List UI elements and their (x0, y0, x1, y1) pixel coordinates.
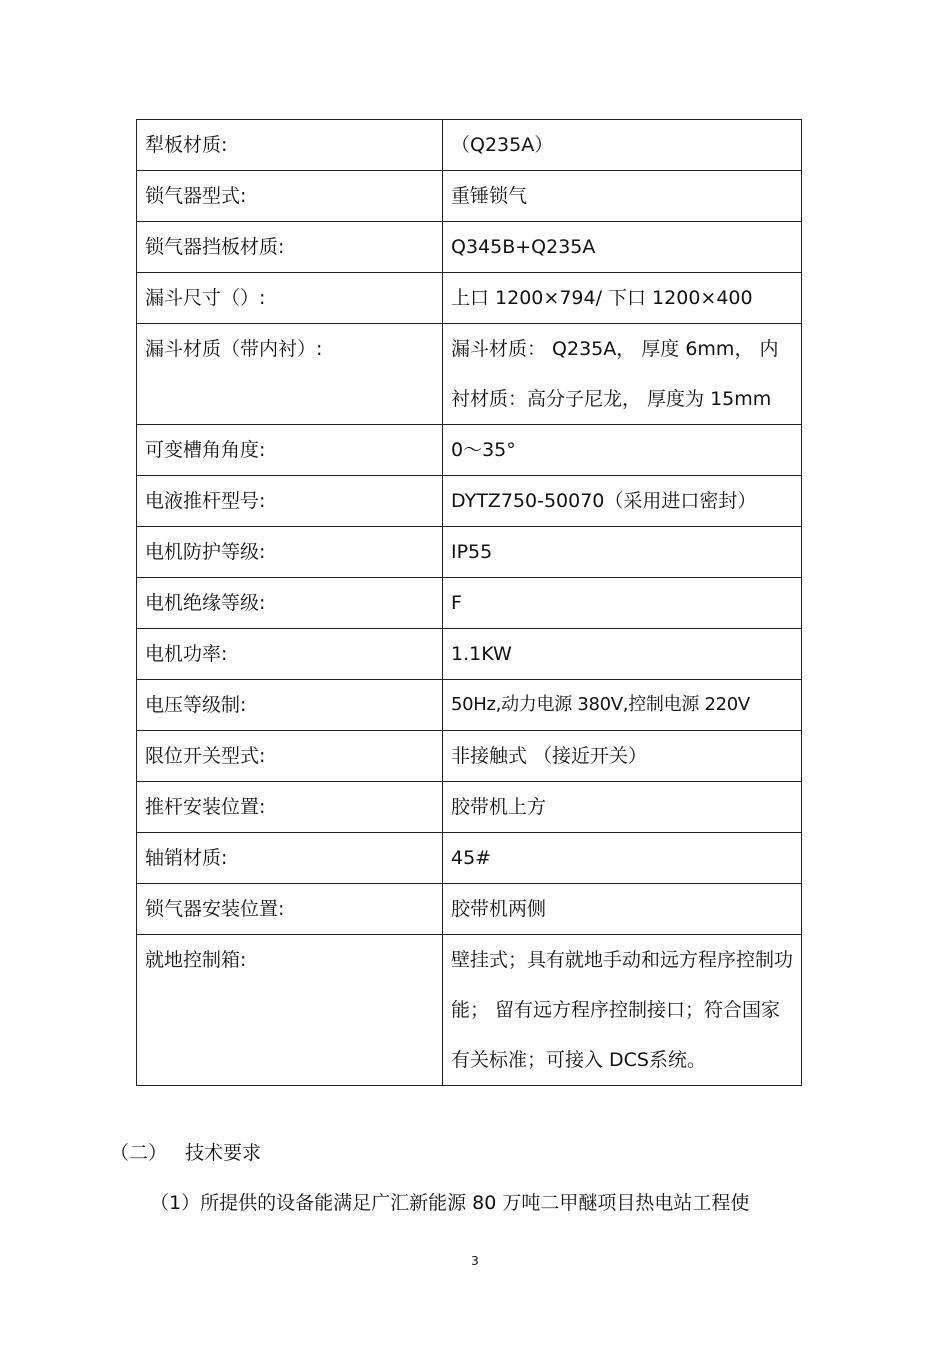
section-heading: （二） 技术要求 (110, 1142, 262, 1164)
row-value: Q345B+Q235A (443, 222, 802, 273)
row-value: IP55 (443, 527, 802, 578)
row-value: 上口 1200×794/ 下口 1200×400 (443, 273, 802, 324)
row-label: 轴销材质: (137, 833, 443, 884)
row-label: 锁气器挡板材质: (137, 222, 443, 273)
row-label: 就地控制箱: (137, 935, 443, 1086)
row-label: 电压等级制: (137, 680, 443, 731)
row-label: 推杆安装位置: (137, 782, 443, 833)
row-label: 锁气器安装位置: (137, 884, 443, 935)
row-value: 1.1KW (443, 629, 802, 680)
row-label: 限位开关型式: (137, 731, 443, 782)
row-label: 电液推杆型号: (137, 476, 443, 527)
table-row (137, 120, 802, 171)
row-label: 犁板材质: (137, 120, 443, 171)
table-row (137, 782, 802, 833)
table-row (137, 833, 802, 884)
table-row (137, 629, 802, 680)
row-value: （Q235A） (443, 120, 802, 171)
row-label: 电机绝缘等级: (137, 578, 443, 629)
table-row (137, 324, 802, 425)
table-row (137, 578, 802, 629)
table-row (137, 222, 802, 273)
row-value: 0～35° (443, 425, 802, 476)
table-row (137, 884, 802, 935)
row-value: 漏斗材质： Q235A， 厚度 6mm， 内衬材质：高分子尼龙， 厚度为 15mm (443, 324, 802, 425)
table-row (137, 731, 802, 782)
body-paragraph: （1）所提供的设备能满足广汇新能源 80 万吨二甲醚项目热电站工程使 (150, 1192, 750, 1214)
row-value: DYTZ750-50070（采用进口密封） (443, 476, 802, 527)
table-row (137, 527, 802, 578)
row-label: 电机功率: (137, 629, 443, 680)
row-value: 45# (443, 833, 802, 884)
row-value: 胶带机上方 (443, 782, 802, 833)
row-value: 非接触式 （接近开关） (443, 731, 802, 782)
row-value: F (443, 578, 802, 629)
table-row (137, 171, 802, 222)
row-value: 胶带机两侧 (443, 884, 802, 935)
row-label: 漏斗尺寸（）: (137, 273, 443, 324)
row-label: 锁气器型式: (137, 171, 443, 222)
row-label: 可变槽角角度: (137, 425, 443, 476)
row-value: 50Hz,动力电源 380V,控制电源 220V (443, 680, 802, 731)
row-value: 壁挂式；具有就地手动和远方程序控制功能； 留有远方程序控制接口；符合国家有关标准；可接入 DCS系统。 (443, 935, 802, 1086)
page-number: 3 (471, 1254, 479, 1268)
table-row (137, 680, 802, 731)
spec-table (136, 119, 802, 1086)
table-row (137, 425, 802, 476)
row-label: 漏斗材质（带内衬）: (137, 324, 443, 425)
row-label: 电机防护等级: (137, 527, 443, 578)
table-row (137, 476, 802, 527)
row-value: 重锤锁气 (443, 171, 802, 222)
table-row (137, 935, 802, 1086)
table-row (137, 273, 802, 324)
